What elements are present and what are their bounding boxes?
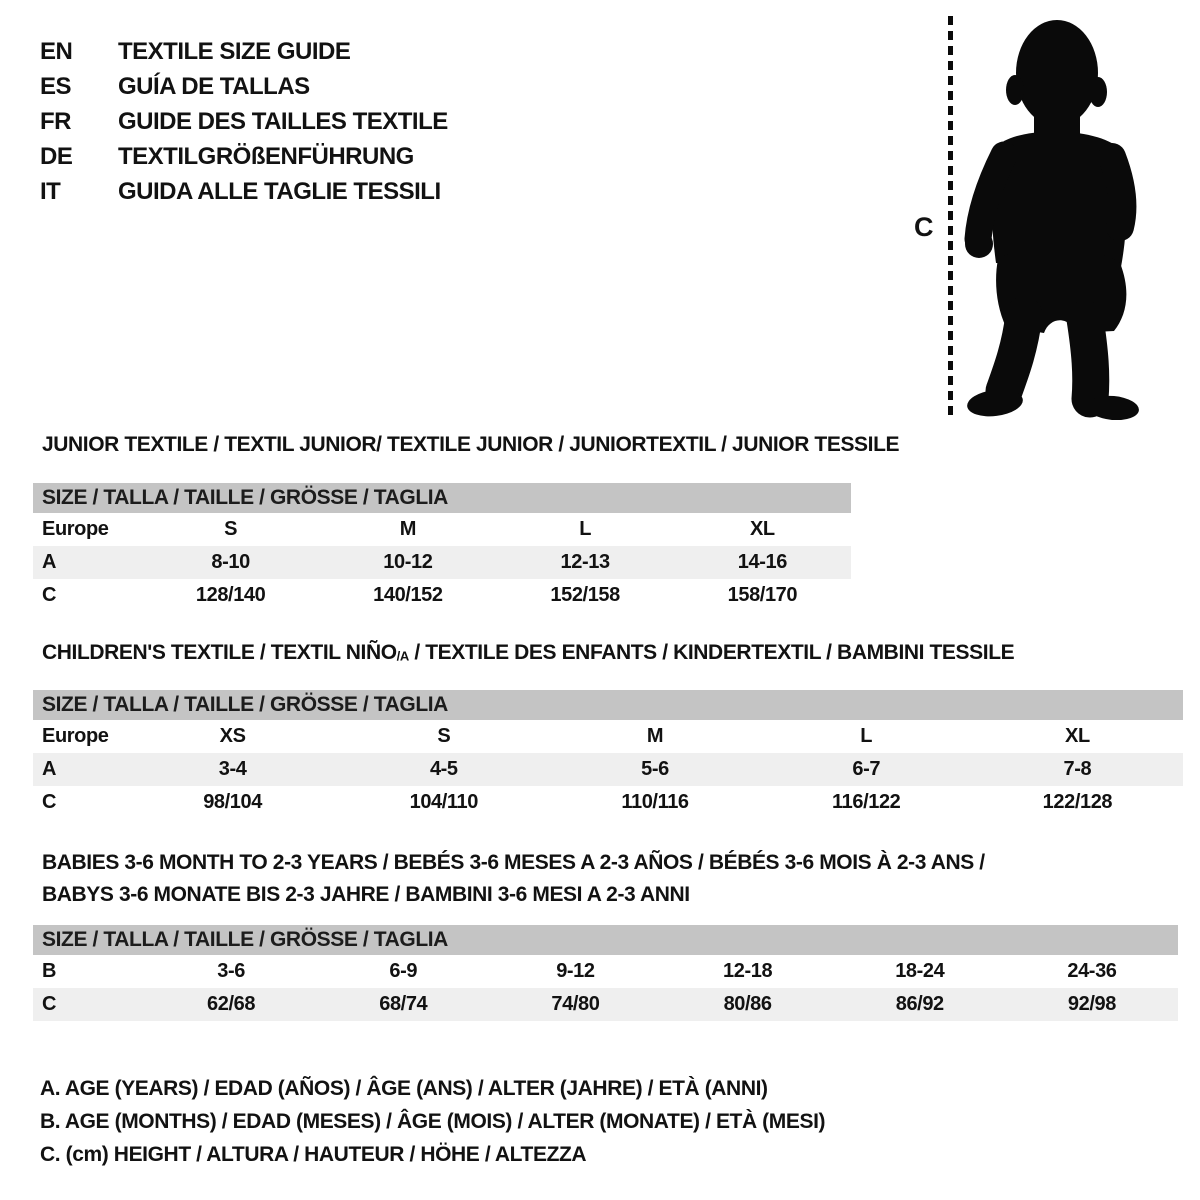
- row-label: Europe: [42, 725, 109, 747]
- language-row: [40, 104, 448, 139]
- legend-line-b: B. AGE (MONTHS) / EDAD (MESES) / ÂGE (MOIS) / ALTER (MONATE) / ETÀ (MESI): [40, 1110, 826, 1133]
- size-table-children: [33, 690, 1183, 819]
- table-cell: 140/152: [373, 584, 443, 606]
- language-label: GUIDE DES TAILLES TEXTILE: [118, 107, 448, 135]
- table-cell: 14-16: [737, 551, 787, 573]
- language-code: EN: [40, 37, 73, 65]
- table-cell: 116/122: [832, 791, 901, 813]
- table-cell: 12-18: [723, 960, 773, 982]
- table-cell: M: [399, 518, 416, 540]
- table-cell: 12-13: [560, 551, 610, 573]
- table-row: [33, 955, 1178, 988]
- table-cell: 98/104: [203, 791, 262, 813]
- language-row: [40, 174, 448, 209]
- table-row: [33, 988, 1178, 1021]
- table-cell: 24-36: [1067, 960, 1117, 982]
- table-cell: 8-10: [211, 551, 250, 573]
- row-label: A: [42, 551, 57, 573]
- section-title-text-post: / TEXTILE DES ENFANTS / KINDERTEXTIL / BAMBINI TESSILE: [408, 641, 1015, 664]
- section-title-subscript: /A: [396, 648, 409, 664]
- table-cell: 4-5: [429, 758, 458, 780]
- table-cell: M: [646, 725, 664, 747]
- table-cell: L: [860, 725, 873, 747]
- language-row: [40, 69, 448, 104]
- section-title-babies-line1: [42, 851, 985, 875]
- table-cell: 110/116: [621, 791, 689, 813]
- size-table-junior: [33, 483, 851, 612]
- table-cell: 122/128: [1042, 791, 1113, 813]
- table-cell: 6-9: [389, 960, 418, 982]
- table-cell: 10-12: [383, 551, 433, 573]
- size-table-babies: [33, 925, 1178, 1021]
- language-label: TEXTILGRÖßENFÜHRUNG: [118, 142, 414, 170]
- language-label: GUÍA DE TALLAS: [118, 72, 310, 100]
- section-title-text: JUNIOR TEXTILE / TEXTIL JUNIOR/ TEXTILE JUNIOR / JUNIORTEXTIL / JUNIOR TESSILE: [42, 433, 900, 456]
- table-row: [33, 720, 1183, 753]
- table-cell: XL: [749, 518, 775, 540]
- legend-line-c: C. (cm) HEIGHT / ALTURA / HAUTEUR / HÖHE / ALTEZZA: [40, 1143, 587, 1166]
- table-cell: 128/140: [195, 584, 266, 606]
- section-title-text: BABIES 3-6 MONTH TO 2-3 YEARS / BEBÉS 3-6 MESES A 2-3 AÑOS / BÉBÉS 3-6 MOIS À 2-3 ANS /: [42, 851, 985, 874]
- row-label: C: [42, 584, 57, 606]
- table-cell: 7-8: [1063, 758, 1092, 780]
- table-cell: 152/158: [550, 584, 620, 606]
- legend-line-a: A. AGE (YEARS) / EDAD (AÑOS) / ÂGE (ANS) / ALTER (JAHRE) / ETÀ (ANNI): [40, 1077, 768, 1100]
- section-title-junior: [42, 433, 899, 457]
- table-cell: 92/98: [1067, 993, 1116, 1015]
- table-cell: 9-12: [556, 960, 595, 982]
- section-title-text: CHILDREN'S TEXTILE / TEXTIL NIÑO: [42, 641, 397, 664]
- toddler-silhouette-image: [962, 13, 1142, 420]
- table-cell: 104/110: [409, 791, 478, 813]
- table-header-bar: SIZE / TALLA / TAILLE / GRÖSSE / TAGLIA: [33, 690, 1183, 720]
- table-cell: 68/74: [379, 993, 428, 1015]
- table-cell: 62/68: [207, 993, 256, 1015]
- height-measure-label: C: [914, 212, 934, 242]
- table-cell: 5-6: [641, 758, 669, 780]
- row-label: A: [42, 758, 57, 780]
- table-cell: 74/80: [551, 993, 600, 1015]
- row-label: C: [42, 993, 57, 1015]
- table-row: [33, 579, 851, 612]
- language-code: ES: [40, 72, 72, 100]
- table-row: [33, 786, 1183, 819]
- language-row: [40, 139, 448, 174]
- table-header-bar: SIZE / TALLA / TAILLE / GRÖSSE / TAGLIA: [33, 483, 851, 513]
- table-row: [33, 546, 851, 579]
- height-measure-dashed-line: [948, 16, 953, 418]
- table-cell: 86/92: [895, 993, 944, 1015]
- table-cell: 158/170: [727, 584, 798, 606]
- language-block: [40, 34, 448, 209]
- table-header-bar: SIZE / TALLA / TAILLE / GRÖSSE / TAGLIA: [33, 925, 1178, 955]
- table-cell: 6-7: [852, 758, 881, 780]
- language-label: GUIDA ALLE TAGLIE TESSILI: [118, 177, 441, 205]
- table-cell: 18-24: [895, 960, 945, 982]
- table-cell: XS: [219, 725, 246, 747]
- table-row: [33, 513, 851, 546]
- section-title-children: [42, 641, 1014, 665]
- language-row: [40, 34, 448, 69]
- table-cell: 80/86: [723, 993, 772, 1015]
- language-code: FR: [40, 107, 71, 135]
- language-label: TEXTILE SIZE GUIDE: [118, 37, 351, 65]
- row-label: C: [42, 791, 57, 813]
- table-cell: S: [437, 725, 451, 747]
- table-cell: S: [224, 518, 238, 540]
- row-label: Europe: [42, 518, 109, 540]
- section-title-babies-line2: BABYS 3-6 MONATE BIS 2-3 JAHRE / BAMBINI 3-6 MESI A 2-3 ANNI: [42, 883, 690, 906]
- table-cell: 3-6: [217, 960, 245, 982]
- table-cell: 3-4: [218, 758, 247, 780]
- table-cell: XL: [1065, 725, 1090, 747]
- legend: [40, 1072, 825, 1171]
- table-cell: L: [579, 518, 592, 540]
- language-code: DE: [40, 142, 73, 170]
- language-code: IT: [40, 177, 61, 205]
- table-row: [33, 753, 1183, 786]
- row-label: B: [42, 960, 57, 982]
